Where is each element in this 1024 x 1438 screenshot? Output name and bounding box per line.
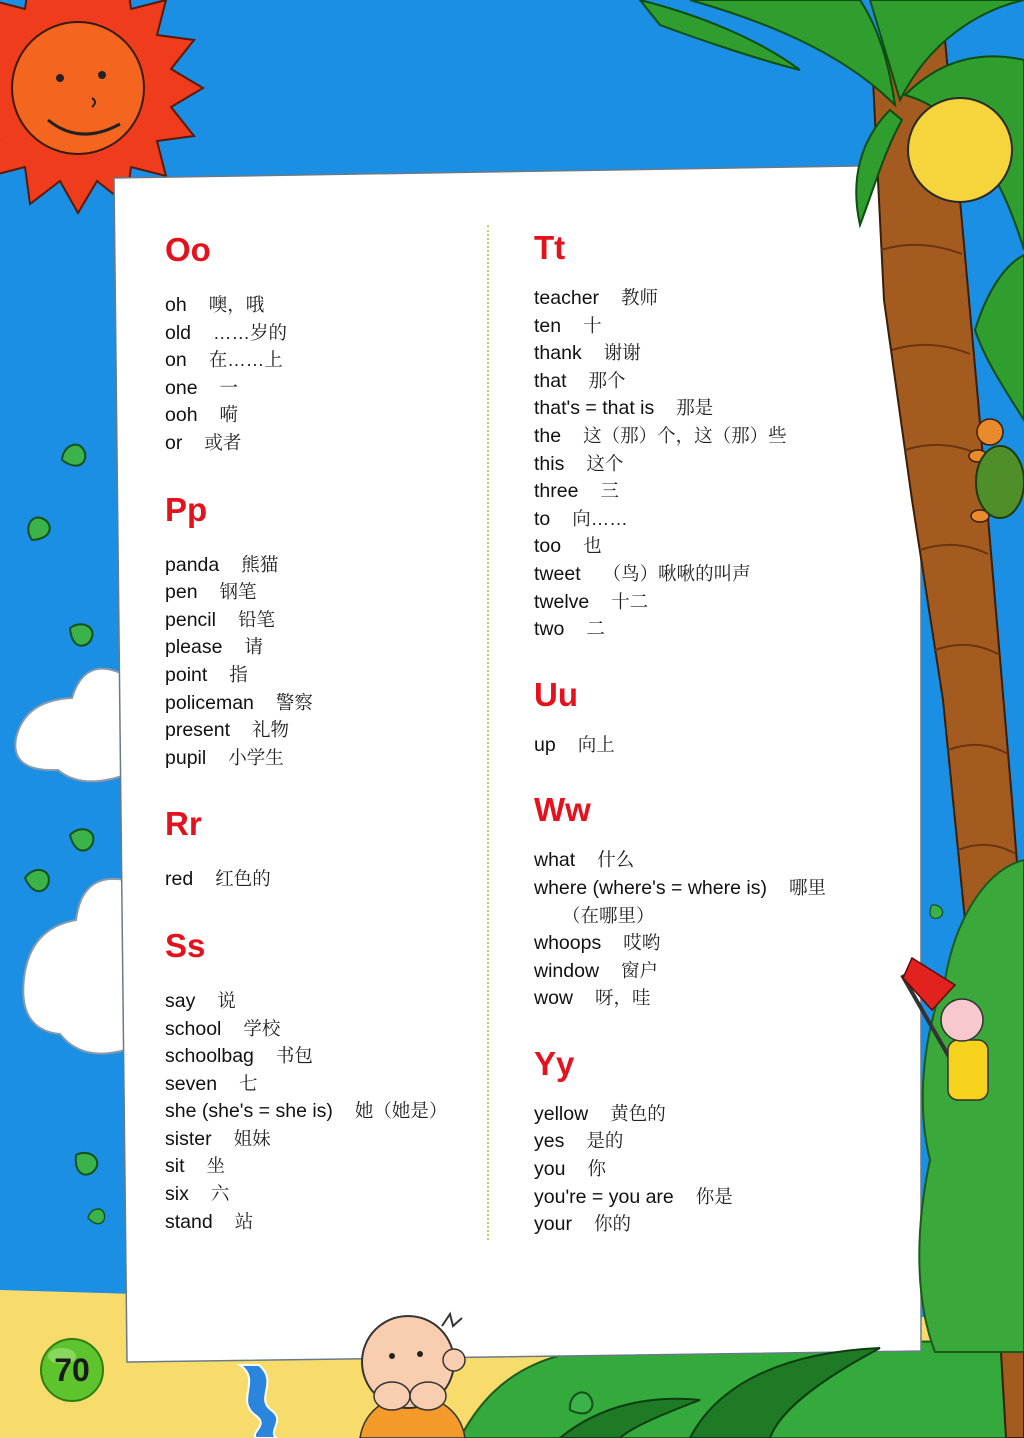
boy-eye — [389, 1353, 395, 1359]
vocab-meaning: 也 — [583, 535, 602, 557]
vocab-meaning: 你是 — [695, 1185, 733, 1207]
vocab-word: she (she's = she is) — [165, 1100, 333, 1123]
vocab-meaning: 向上 — [577, 733, 615, 755]
vocab-word: this — [534, 452, 565, 475]
vocab-word: point — [165, 663, 208, 686]
vocab-entry — [165, 661, 465, 689]
vocab-word: whoops — [534, 932, 602, 955]
vocab-entry — [534, 450, 904, 478]
vocab-meaning: 那是 — [676, 397, 714, 419]
boy-ear — [443, 1349, 465, 1371]
vocab-meaning: 礼物 — [252, 719, 290, 741]
vocab-word: panda — [165, 553, 220, 576]
vocab-word: to — [534, 507, 551, 530]
vocab-entry — [534, 957, 904, 985]
vocab-word: present — [165, 719, 231, 742]
vocab-word: one — [165, 376, 198, 399]
vocab-entry — [165, 1015, 465, 1043]
vocab-entry — [165, 689, 465, 717]
section-heading: Tt — [534, 229, 566, 266]
vocab-section-p — [165, 490, 465, 772]
vocab-word: please — [165, 636, 223, 659]
vocab-meaning: 你 — [587, 1158, 606, 1180]
vocab-word: that — [534, 369, 567, 392]
vocab-meaning: 小学生 — [228, 746, 284, 768]
character-body — [948, 1040, 988, 1100]
vocab-entry — [165, 633, 465, 661]
vocab-entry — [534, 1100, 904, 1128]
vocab-entry — [534, 422, 904, 450]
vocab-entry — [165, 1152, 465, 1180]
vocab-word: teacher — [534, 287, 600, 309]
vocab-meaning: ……岁的 — [213, 321, 288, 343]
vocab-meaning: 呀，哇 — [595, 987, 651, 1009]
vocab-meaning: 十 — [583, 314, 602, 336]
vocab-meaning: 警察 — [275, 691, 313, 713]
vocab-word: or — [165, 431, 183, 454]
vocab-meaning: 姐妹 — [233, 1127, 271, 1149]
vocab-word: wow — [534, 987, 574, 1010]
vocab-word: seven — [165, 1072, 218, 1095]
vocab-section-s — [165, 926, 465, 1235]
vocab-word: too — [534, 535, 562, 558]
vocab-word: three — [534, 480, 579, 503]
vocab-meaning: 三 — [600, 480, 619, 502]
vocab-entry — [534, 984, 904, 1012]
turtle-shell — [976, 446, 1024, 518]
vocab-word: two — [534, 618, 565, 641]
vocab-meaning: 这（那）个，这（那）些 — [583, 424, 787, 446]
vocab-word: pen — [165, 581, 198, 604]
vocab-word: ooh — [165, 404, 198, 427]
vocab-entry — [534, 731, 904, 759]
vocab-entry — [534, 394, 904, 422]
vocab-section-w — [534, 790, 904, 1012]
vocab-word: the — [534, 424, 562, 447]
vocab-entry — [165, 1070, 465, 1098]
vocab-word: six — [165, 1183, 189, 1206]
vocab-entry — [534, 560, 904, 588]
vocab-meaning: 七 — [239, 1072, 258, 1094]
sun-eye-right — [98, 71, 106, 79]
vocab-meaning: 你的 — [593, 1213, 631, 1235]
vocab-entry — [534, 1155, 904, 1183]
vocab-meaning: 向…… — [572, 507, 628, 529]
section-heading: Uu — [534, 675, 578, 713]
section-heading: Yy — [534, 1044, 575, 1082]
vocab-meaning: 在……上 — [208, 349, 283, 371]
vocab-word: say — [165, 989, 196, 1012]
vocab-word: oh — [165, 294, 187, 316]
vocab-entry — [534, 615, 904, 643]
vocab-meaning: 噢，哦 — [208, 294, 265, 315]
vocab-word: twelve — [534, 590, 590, 613]
vocab-word: schoolbag — [165, 1045, 254, 1068]
vocab-word: stand — [165, 1210, 213, 1233]
vocab-meaning-continued: （在哪里） — [562, 904, 655, 926]
vocab-meaning: 说 — [217, 989, 236, 1011]
vocab-word: yes — [534, 1130, 565, 1153]
vocab-entry — [534, 284, 904, 312]
vocab-entry — [165, 1125, 465, 1153]
section-heading: Rr — [165, 805, 202, 843]
vocab-entry — [534, 505, 904, 533]
vocab-entry — [534, 339, 904, 367]
vocab-meaning: 钢笔 — [219, 581, 257, 603]
column-divider — [487, 225, 489, 1240]
vocab-entry — [534, 1127, 904, 1155]
vocab-entry — [165, 374, 465, 402]
vocab-word: yellow — [534, 1102, 589, 1125]
vocab-word: school — [165, 1017, 222, 1040]
section-heading: Ss — [165, 926, 206, 964]
vocab-meaning: 或者 — [204, 431, 242, 453]
vocab-word: red — [165, 868, 194, 891]
vocab-entry — [534, 1183, 904, 1211]
vocab-word: policeman — [165, 691, 254, 714]
vocab-entry — [165, 606, 465, 634]
right-column — [534, 228, 904, 1238]
vocab-word: sister — [165, 1127, 212, 1150]
vocab-word: up — [534, 733, 556, 756]
vocab-entry — [165, 319, 465, 347]
vocab-meaning: 谢谢 — [603, 342, 641, 364]
vocab-meaning: 窗户 — [621, 959, 659, 981]
vocab-meaning: 教师 — [621, 287, 659, 308]
vocab-meaning: 站 — [234, 1210, 254, 1232]
vocab-meaning: 这个 — [586, 452, 624, 474]
section-heading: Oo — [165, 231, 211, 268]
vocab-meaning: 书包 — [275, 1045, 313, 1067]
vocab-section-t — [534, 228, 904, 643]
boy-hand — [410, 1382, 446, 1410]
vocab-meaning: 嗬 — [219, 404, 239, 426]
vocab-meaning: 六 — [210, 1183, 230, 1205]
vocab-meaning: 一 — [219, 376, 239, 398]
vocab-entry — [534, 367, 904, 395]
vocab-section-u — [534, 675, 904, 759]
vocab-word: ten — [534, 314, 562, 337]
vocab-meaning: 十二 — [611, 590, 649, 612]
boy-eye — [417, 1351, 423, 1357]
vocab-entry — [534, 532, 904, 560]
vocab-word: window — [534, 959, 600, 982]
vocab-meaning: 是的 — [586, 1130, 624, 1152]
vocab-meaning: 熊猫 — [241, 553, 279, 575]
vocab-entry — [534, 846, 904, 874]
vocab-entry — [165, 291, 465, 319]
left-column — [165, 230, 465, 1235]
vocab-section-o — [165, 230, 465, 457]
vocab-entry — [165, 578, 465, 606]
vocab-section-y — [534, 1044, 904, 1238]
vocab-word: where (where's = where is) — [534, 876, 767, 899]
vocab-word: you're = you are — [534, 1185, 674, 1208]
vocab-entry — [165, 716, 465, 744]
boy-hand — [374, 1382, 410, 1410]
vocab-entry — [165, 401, 465, 429]
vocab-meaning: 哪里 — [788, 876, 826, 898]
vocab-meaning: 那个 — [588, 369, 626, 391]
vocab-word: on — [165, 349, 187, 372]
vocab-meaning: 红色的 — [215, 868, 271, 890]
vocab-meaning: 黄色的 — [610, 1102, 666, 1124]
vocab-meaning: 指 — [229, 663, 248, 685]
vocab-word: what — [534, 849, 576, 872]
vocab-entry — [165, 865, 465, 893]
page-number: 70 — [54, 1352, 90, 1388]
vocab-entry — [165, 1042, 465, 1070]
vocab-entry — [534, 477, 904, 505]
vocab-word: you — [534, 1158, 566, 1181]
character-head — [941, 999, 983, 1041]
vocab-entry — [165, 1097, 465, 1125]
vocab-entry — [534, 1210, 904, 1238]
vocab-word: sit — [165, 1155, 185, 1178]
vocab-entry — [534, 874, 904, 902]
vocab-entry — [534, 312, 904, 340]
vocab-entry — [165, 429, 465, 457]
vocab-meaning: 她（她是） — [354, 1100, 448, 1122]
turtle-head — [977, 419, 1003, 445]
vocab-meaning: （鸟）啾啾的叫声 — [602, 562, 751, 584]
vocab-meaning: 二 — [586, 618, 605, 640]
coconut — [908, 98, 1012, 202]
vocab-meaning: 请 — [244, 636, 263, 658]
vocab-entry — [165, 987, 465, 1015]
vocab-entry — [165, 551, 465, 579]
vocab-word: that's = that is — [534, 397, 655, 420]
vocab-word: old — [165, 321, 192, 344]
vocab-word: thank — [534, 342, 582, 365]
vocab-meaning: 铅笔 — [237, 608, 275, 630]
sun-eye-left — [56, 74, 64, 82]
vocab-entry — [165, 1180, 465, 1208]
vocab-section-r — [165, 804, 465, 893]
vocab-entry — [165, 744, 465, 772]
vocab-word: pupil — [165, 746, 207, 769]
vocab-meaning: 哎哟 — [623, 932, 661, 954]
vocab-meaning: 什么 — [597, 849, 635, 871]
section-heading: Ww — [534, 791, 591, 829]
vocab-entry — [165, 346, 465, 374]
vocab-word: your — [534, 1213, 572, 1236]
section-heading: Pp — [165, 490, 208, 528]
vocab-entry — [534, 588, 904, 616]
vocab-meaning: 学校 — [243, 1017, 281, 1039]
vocab-meaning: 坐 — [206, 1155, 226, 1177]
vocab-word: tweet — [534, 562, 581, 585]
vocab-word: pencil — [165, 608, 216, 631]
vocab-entry — [165, 1208, 465, 1236]
vocab-entry — [534, 929, 904, 957]
